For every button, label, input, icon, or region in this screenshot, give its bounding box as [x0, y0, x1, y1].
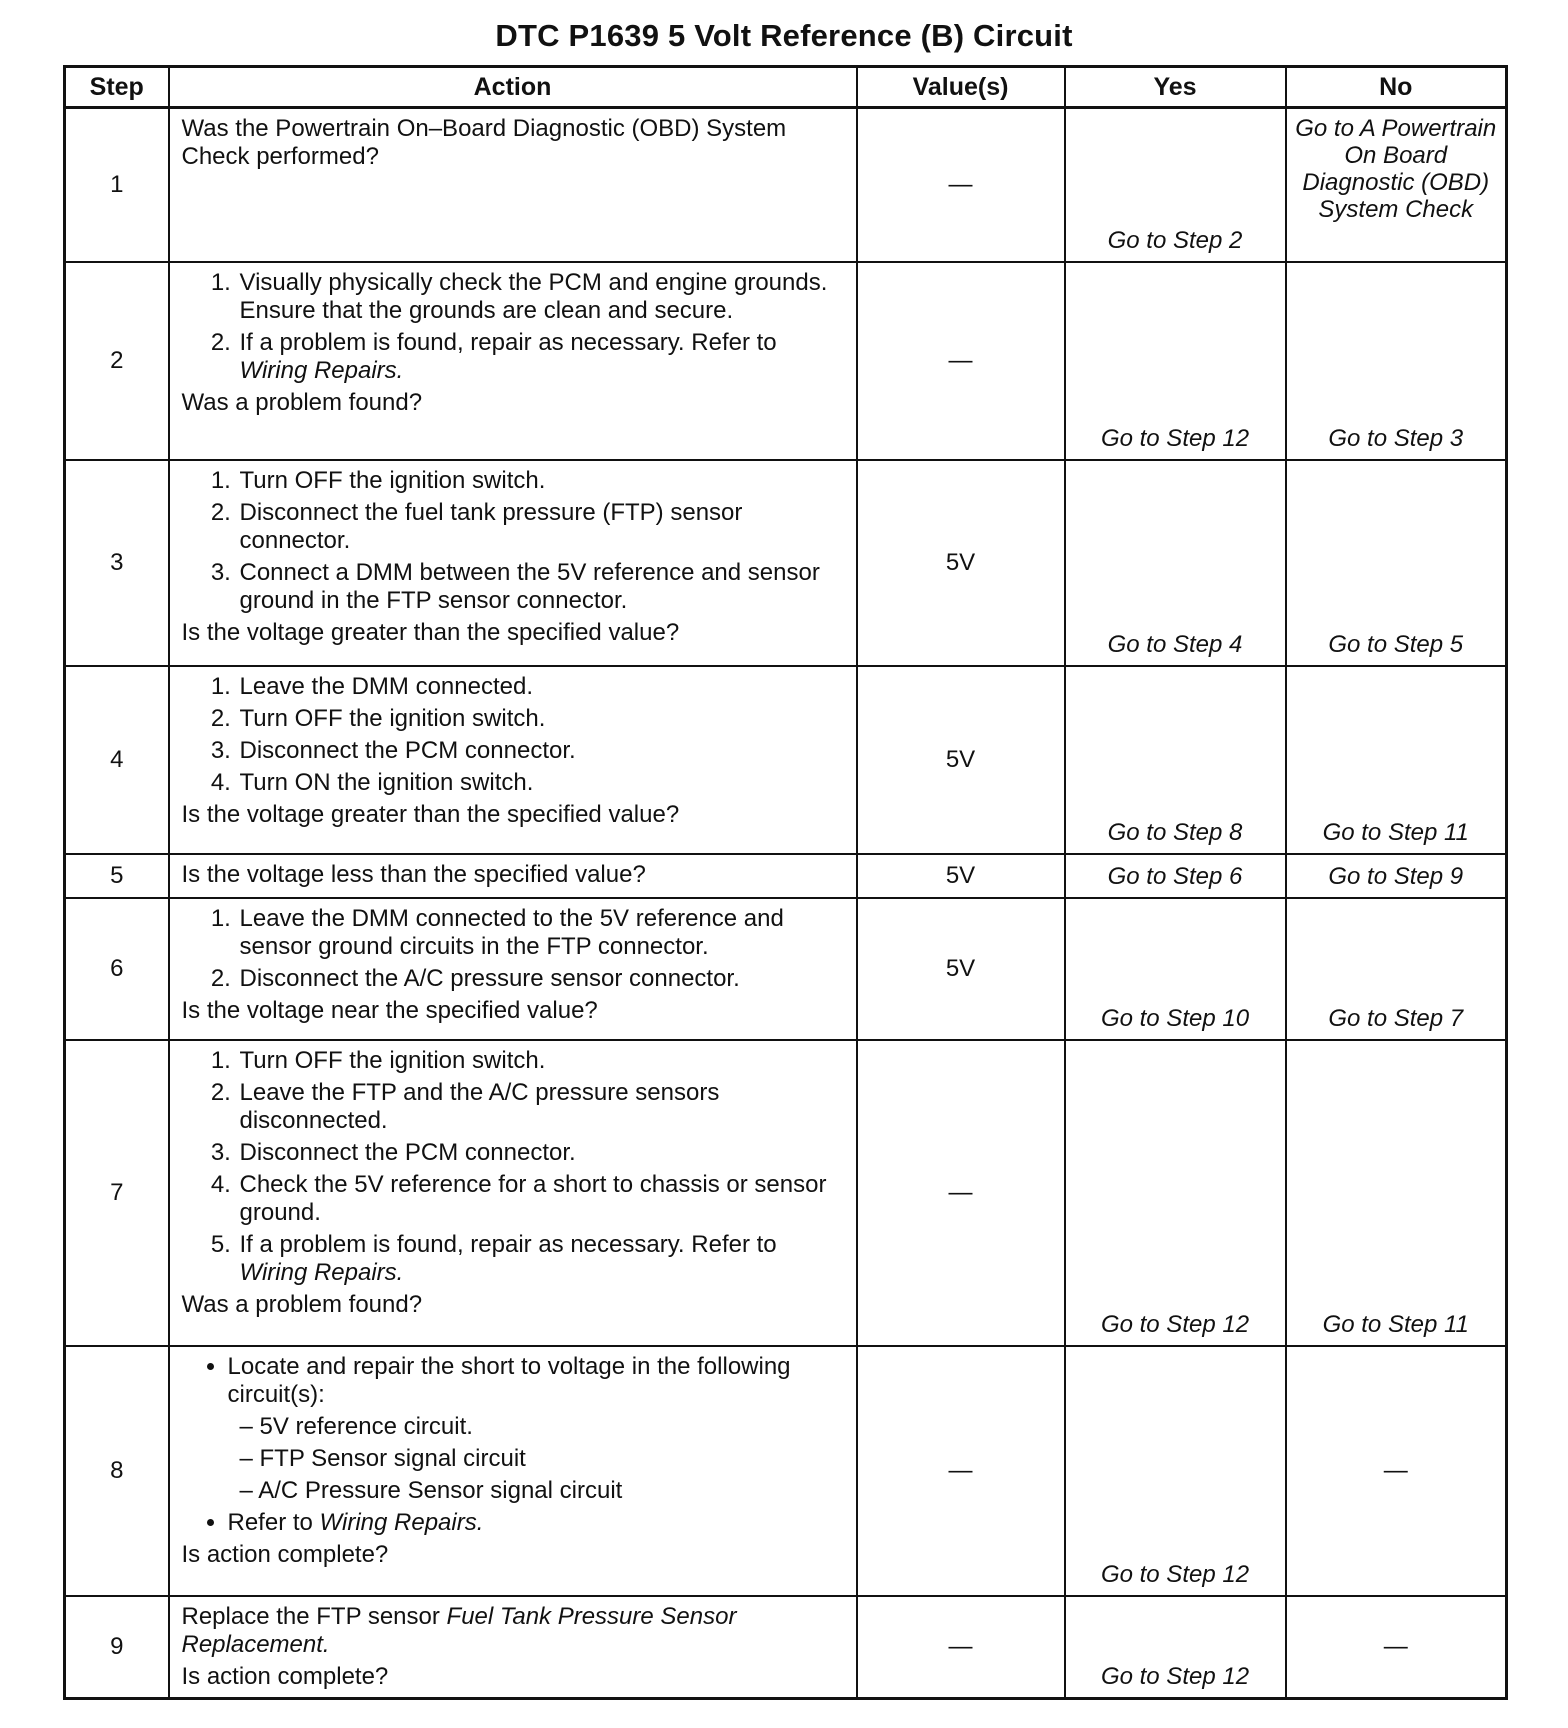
no-prefix: Go to: [1295, 115, 1354, 142]
circuit-item: – A/C Pressure Sensor signal circuit: [239, 1476, 623, 1504]
page-title: DTC P1639 5 Volt Reference (B) Circuit: [495, 18, 1073, 53]
wiring-repairs-ref: Wiring Repairs.: [239, 356, 404, 384]
action-steps: [182, 269, 846, 385]
action-item: 1. Visually physically check the PCM and engine grounds. Ensure that the grounds are clean and secure.: [238, 269, 846, 325]
action-cell: [169, 262, 857, 460]
yes-cell: Go to Step 6: [1065, 854, 1286, 898]
table-row: [65, 1596, 1507, 1699]
action-item: 4. Check the 5V reference for a short to chassis or sensor ground.: [238, 1171, 846, 1227]
table-row: [65, 898, 1507, 1040]
header-values: Value(s): [857, 67, 1065, 108]
diagnostic-table: [63, 65, 1508, 1700]
value-cell: —: [857, 262, 1065, 460]
action-item: 1. Leave the DMM connected to the 5V reference and sensor ground circuits in the FTP connector.: [238, 905, 846, 961]
no-reference: A Powertrain On Board Diagnostic (OBD) System Check: [1302, 115, 1497, 223]
yes-cell: Go to Step 2: [1065, 108, 1286, 262]
action-question: Is the voltage less than the specified value?: [181, 860, 646, 888]
header-row: [65, 67, 1507, 108]
table-row: [65, 854, 1507, 898]
yes-cell: Go to Step 12: [1065, 1040, 1286, 1346]
action-cell: [169, 1346, 857, 1596]
action-bullets: [182, 1509, 846, 1537]
value-cell: 5V: [857, 666, 1065, 854]
value-cell: 5V: [857, 898, 1065, 1040]
step-number: 8: [65, 1346, 169, 1596]
action-question: Is the voltage near the specified value?: [181, 996, 598, 1024]
step-number: 1: [65, 108, 169, 262]
no-cell: Go to Step 5: [1286, 460, 1507, 666]
action-item-text: If a problem is found, repair as necessary. Refer to: [239, 1230, 777, 1258]
action-question: Is action complete?: [181, 1662, 389, 1690]
action-cell: [169, 898, 857, 1040]
step-number: 4: [65, 666, 169, 854]
step-number: 9: [65, 1596, 169, 1699]
yes-cell: Go to Step 8: [1065, 666, 1286, 854]
action-cell: [169, 108, 857, 262]
action-bullet-text: Refer to: [227, 1508, 313, 1536]
action-item: 2. Turn OFF the ignition switch.: [238, 705, 846, 733]
step-number: 7: [65, 1040, 169, 1346]
header-no: No: [1286, 67, 1507, 108]
action-question: Was the Powertrain On–Board Diagnostic (OBD) System Check performed?: [181, 115, 787, 170]
action-item: 1. Turn OFF the ignition switch.: [238, 1047, 846, 1075]
no-cell: [1286, 108, 1507, 262]
action-question: Is action complete?: [181, 1540, 389, 1568]
table-row: [65, 1346, 1507, 1596]
action-steps: [182, 467, 846, 615]
no-cell: Go to Step 11: [1286, 666, 1507, 854]
yes-cell: Go to Step 10: [1065, 898, 1286, 1040]
ftp-replacement-ref: Fuel Tank Pressure Sensor Replacement.: [181, 1602, 737, 1658]
value-cell: 5V: [857, 854, 1065, 898]
step-number: 2: [65, 262, 169, 460]
no-cell: Go to Step 3: [1286, 262, 1507, 460]
action-cell: [169, 1596, 857, 1699]
step-number: 6: [65, 898, 169, 1040]
no-cell: Go to Step 9: [1286, 854, 1507, 898]
action-item-text: If a problem is found, repair as necessary. Refer to: [239, 328, 777, 356]
action-item: [238, 329, 846, 385]
header-step: Step: [65, 67, 169, 108]
action-steps: [182, 673, 846, 797]
no-cell: —: [1286, 1346, 1507, 1596]
action-steps: [182, 905, 846, 993]
step-number: 3: [65, 460, 169, 666]
yes-cell: Go to Step 12: [1065, 1596, 1286, 1699]
table-row: [65, 666, 1507, 854]
action-cell: [169, 666, 857, 854]
table-row: [65, 1040, 1507, 1346]
action-bullets: [182, 1353, 846, 1409]
action-cell: [169, 460, 857, 666]
action-item: 1. Turn OFF the ignition switch.: [238, 467, 846, 495]
action-question: Was a problem found?: [181, 1290, 423, 1318]
no-cell: Go to Step 11: [1286, 1040, 1507, 1346]
no-cell: Go to Step 7: [1286, 898, 1507, 1040]
action-cell: [169, 1040, 857, 1346]
value-cell: —: [857, 1040, 1065, 1346]
value-cell: —: [857, 1596, 1065, 1699]
yes-cell: Go to Step 12: [1065, 262, 1286, 460]
value-cell: —: [857, 1346, 1065, 1596]
wiring-repairs-ref: Wiring Repairs.: [319, 1508, 484, 1536]
action-item: 3. Disconnect the PCM connector.: [238, 1139, 846, 1167]
value-cell: 5V: [857, 460, 1065, 666]
action-item: 2. Disconnect the A/C pressure sensor connector.: [238, 965, 846, 993]
action-question: Was a problem found?: [181, 388, 423, 416]
table-row: [65, 262, 1507, 460]
header-yes: Yes: [1065, 67, 1286, 108]
action-item: 2. Disconnect the fuel tank pressure (FTP) sensor connector.: [238, 499, 846, 555]
action-text-prefix: Replace the FTP sensor: [181, 1602, 440, 1630]
action-cell: [169, 854, 857, 898]
action-bullet: [228, 1509, 846, 1537]
circuit-item: – 5V reference circuit.: [239, 1412, 473, 1440]
action-question: Is the voltage greater than the specified value?: [181, 800, 680, 828]
action-text: [182, 1603, 846, 1659]
value-cell: —: [857, 108, 1065, 262]
table-row: [65, 460, 1507, 666]
step-number: 5: [65, 854, 169, 898]
action-item: 4. Turn ON the ignition switch.: [238, 769, 846, 797]
wiring-repairs-ref: Wiring Repairs.: [239, 1258, 404, 1286]
action-bullet: • Locate and repair the short to voltage in the following circuit(s):: [228, 1353, 846, 1409]
action-question: Is the voltage greater than the specified value?: [181, 618, 680, 646]
action-item: [238, 1231, 846, 1287]
action-item: 1. Leave the DMM connected.: [238, 673, 846, 701]
header-action: Action: [169, 67, 857, 108]
yes-cell: Go to Step 4: [1065, 460, 1286, 666]
circuit-item: – FTP Sensor signal circuit: [239, 1444, 526, 1472]
action-item: 2. Leave the FTP and the A/C pressure sensors disconnected.: [238, 1079, 846, 1135]
action-item: 3. Connect a DMM between the 5V reference and sensor ground in the FTP sensor connector.: [238, 559, 846, 615]
no-cell: —: [1286, 1596, 1507, 1699]
yes-cell: Go to Step 12: [1065, 1346, 1286, 1596]
table-row: [65, 108, 1507, 262]
action-item: 3. Disconnect the PCM connector.: [238, 737, 846, 765]
action-steps: [182, 1047, 846, 1287]
